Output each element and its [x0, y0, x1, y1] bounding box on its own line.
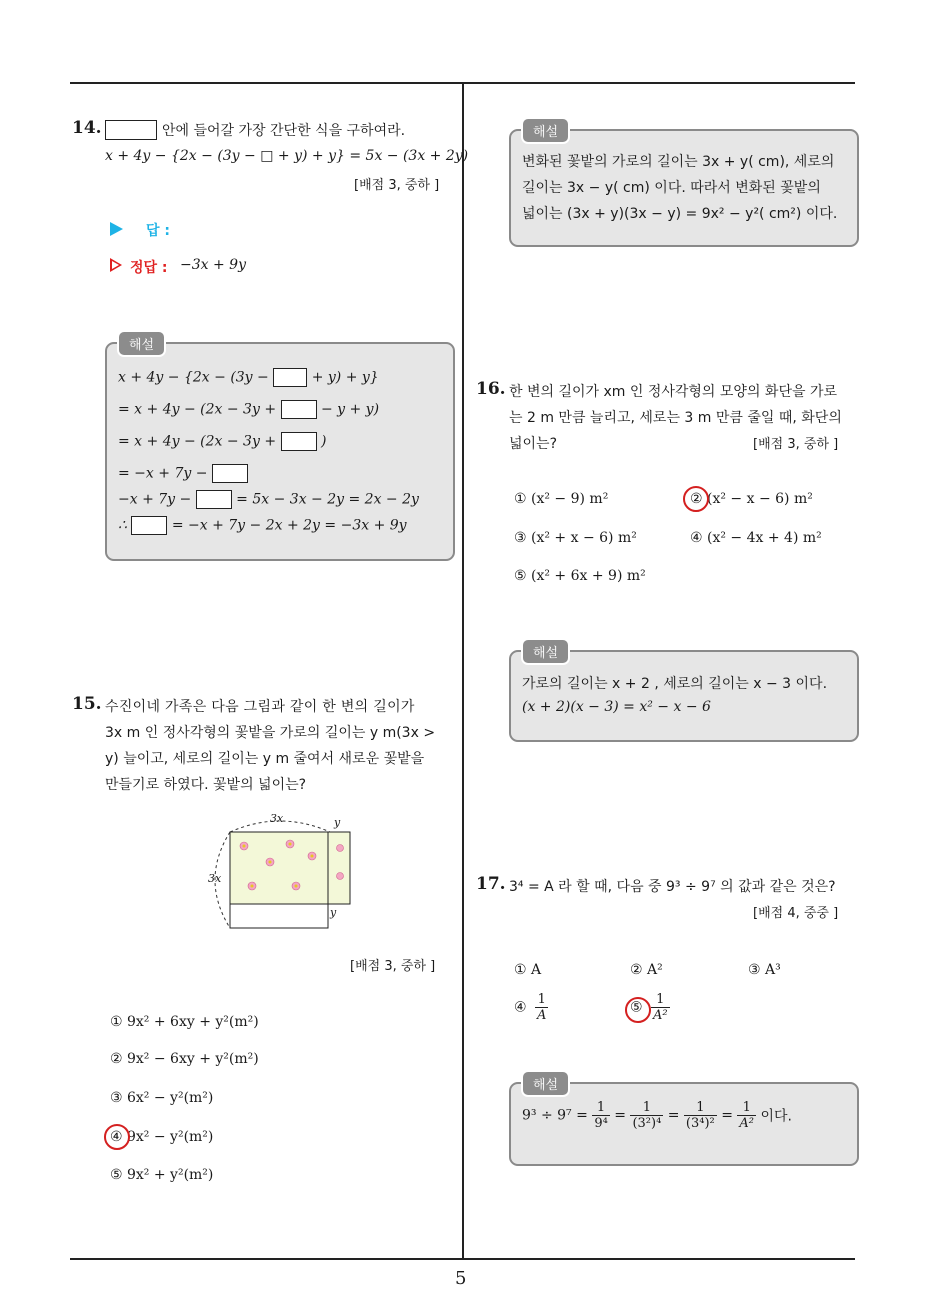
q15-choice-4[interactable]: ④ 9x² − y²(m²) [110, 1129, 214, 1145]
q14-sol-blank5 [196, 490, 232, 509]
q16-choice-5[interactable]: ⑤ (x² + 6x + 9) m² [514, 568, 646, 584]
page-number: 5 [455, 1268, 467, 1289]
q14-sol-line3 [118, 432, 326, 451]
q16-line1: 한 변의 길이가 xm 인 정사각형의 모양의 화단을 가로 [509, 384, 838, 400]
q15-line1: 수진이네 가족은 다음 그림과 같이 한 변의 길이가 [105, 699, 415, 715]
q15-line2: 3x m 인 정사각형의 꽃밭을 가로의 길이는 y m(3x > [105, 725, 436, 741]
q15-fig-right-bottom-label: y [330, 906, 337, 919]
q14-correct-value: −3x + 9y [180, 257, 246, 273]
q17-sol-frac3 [684, 1100, 717, 1131]
q14-sol-blank6 [131, 516, 167, 535]
q17-sol-eq3: = [721, 1107, 733, 1124]
q17-choice-4[interactable] [514, 992, 548, 1023]
q15-fig-right-top-label: y [334, 816, 341, 829]
q16-solution-tag: 해설 [521, 638, 570, 665]
q14-sol-line5-b: = 5x − 3x − 2y = 2x − 2y [236, 491, 419, 508]
q17-sol-frac1-num: 1 [592, 1100, 609, 1116]
q14-sol-therefore: ∴ [118, 517, 127, 534]
q15-fig-top-label: 3x [270, 812, 284, 825]
answer-arrow-icon [110, 222, 123, 236]
q17-sol-line [522, 1100, 792, 1131]
q17-sol-frac4-den: A² [739, 1116, 755, 1131]
q17-choice-4-fraction [535, 992, 548, 1023]
q15-choice-2[interactable]: ② 9x² − 6xy + y²(m²) [110, 1051, 259, 1067]
q14-sol-line6 [118, 516, 407, 535]
q16-line2: 는 2 m 만큼 늘리고, 세로는 3 m 만큼 줄일 때, 화단의 [509, 410, 842, 426]
q14-sol-line2-a: = x + 4y − (2x − 3y + [118, 401, 277, 418]
q16-score: [배점 3, 중하 ] [753, 437, 839, 452]
q17-sol-frac3-num: 1 [684, 1100, 717, 1116]
q16-choice-3[interactable]: ③ (x² + x − 6) m² [514, 530, 637, 546]
q14-expression: x + 4y − {2x − (3y − □ + y) + y} = 5x − (3x + 2y) [105, 148, 469, 164]
q15-choice-3[interactable]: ③ 6x² − y²(m²) [110, 1090, 214, 1106]
q14-sol-line3-a: = x + 4y − (2x − 3y + [118, 433, 277, 450]
q15-choice-5[interactable]: ⑤ 9x² + y²(m²) [110, 1167, 214, 1183]
q14-sol-line3-b: ) [320, 433, 327, 450]
q14-sol-line5 [118, 490, 419, 509]
q17-c5-num: 1 [651, 992, 670, 1008]
q17-choice-4-marker: ④ [514, 999, 527, 1016]
q14-solution-tag: 해설 [117, 330, 166, 357]
q17-c4-den: A [537, 1008, 547, 1023]
q14-sol-blank4 [212, 464, 248, 483]
q15-sol-line3: 넓이는 (3x + y)(3x − y) = 9x² − y²( cm²) 이다. [522, 206, 838, 222]
q17-sol-frac4-num: 1 [737, 1100, 756, 1116]
q16-choice-4[interactable]: ④ (x² − 4x + 4) m² [690, 530, 822, 546]
q17-sol-eq2: = [667, 1107, 680, 1124]
q14-blank-box [105, 120, 157, 140]
q14-sol-line4 [118, 464, 248, 483]
q15-solution-tag: 해설 [521, 117, 570, 144]
q16-number: 16. [476, 379, 506, 399]
column-divider [462, 82, 464, 1260]
q16-choice-1[interactable]: ① (x² − 9) m² [514, 491, 609, 507]
q17-sol-frac1 [592, 1100, 609, 1131]
q15-sol-line2: 길이는 3x − y( cm) 이다. 따라서 변화된 꽃밭의 [522, 180, 821, 196]
q17-sol-frac3-den: (3⁴)² [685, 1116, 715, 1131]
q14-sol-line1-b: + y) + y} [311, 369, 379, 386]
q15-line4: 만들기로 하였다. 꽃밭의 넓이는? [105, 777, 307, 793]
q14-sol-line2 [118, 400, 379, 419]
q15-fig-left-label: 3x [208, 872, 222, 885]
q17-choice-3[interactable]: ③ A³ [748, 962, 781, 978]
q14-sol-line5-a: −x + 7y − [118, 491, 192, 508]
q17-solution-tag: 해설 [521, 1070, 570, 1097]
q16-sol-line1: 가로의 길이는 x + 2 , 세로의 길이는 x − 3 이다. [522, 676, 828, 692]
q17-choice-1[interactable]: ① A [514, 962, 542, 978]
q14-sol-line1-a: x + 4y − {2x − (3y − [118, 369, 269, 386]
q14-score: [배점 3, 중하 ] [354, 178, 440, 193]
q15-score: [배점 3, 중하 ] [350, 959, 436, 974]
q15-choice-1[interactable]: ① 9x² + 6xy + y²(m²) [110, 1014, 259, 1030]
q15-number: 15. [72, 694, 102, 714]
q17-sol-eq1: = [614, 1107, 626, 1124]
q17-choice-5-fraction [651, 992, 670, 1023]
q17-c4-num: 1 [535, 992, 548, 1008]
bottom-rule [70, 1258, 855, 1260]
q17-sol-frac2-num: 1 [630, 1100, 663, 1116]
q16-selected-circle [683, 486, 709, 512]
q17-score: [배점 4, 중중 ] [753, 906, 839, 921]
q17-prompt: 3⁴ = A 라 할 때, 다음 중 9³ ÷ 9⁷ 의 값과 같은 것은? [509, 879, 836, 895]
q14-sol-line6-b: = −x + 7y − 2x + 2y = −3x + 9y [171, 517, 407, 534]
q17-sol-frac1-den: 9⁴ [594, 1116, 608, 1131]
q15-sol-line1: 변화된 꽃밭의 가로의 길이는 3x + y( cm), 세로의 [522, 154, 835, 170]
q17-sol-start: 9³ ÷ 9⁷ = [522, 1107, 588, 1124]
q14-sol-blank1 [273, 368, 307, 387]
q14-sol-line4-a: = −x + 7y − [118, 465, 208, 482]
q17-number: 17. [476, 874, 506, 894]
q14-answer-label: 답 : [146, 223, 170, 239]
q17-sol-frac2 [630, 1100, 663, 1131]
q14-sol-blank3 [281, 432, 317, 451]
q16-sol-line2: (x + 2)(x − 3) = x² − x − 6 [522, 699, 711, 715]
q14-sol-line1 [118, 368, 379, 387]
q17-c5-den: A² [653, 1008, 668, 1023]
q17-sol-frac2-den: (3²)⁴ [632, 1116, 662, 1131]
q14-sol-line2-b: − y + y) [320, 401, 380, 418]
correct-arrow-inner [112, 261, 119, 269]
q17-selected-circle [625, 997, 651, 1023]
q14-sol-blank2 [281, 400, 317, 419]
q16-line3: 넓이는? [509, 436, 558, 452]
q17-choice-5-marker: ⑤ [630, 999, 643, 1016]
q14-prompt: 안에 들어갈 가장 간단한 식을 구하여라. [162, 123, 406, 139]
q17-choice-2[interactable]: ② A² [630, 962, 663, 978]
q14-number: 14. [72, 118, 102, 138]
q16-choice-2[interactable]: ② (x² − x − 6) m² [690, 491, 813, 507]
q15-selected-circle [104, 1124, 130, 1150]
q17-sol-end: 이다. [760, 1108, 792, 1125]
q14-correct-label: 정답 : [130, 260, 168, 276]
q15-line3: y) 늘이고, 세로의 길이는 y m 줄여서 새로운 꽃밭을 [105, 751, 425, 767]
q17-sol-frac4 [737, 1100, 756, 1131]
